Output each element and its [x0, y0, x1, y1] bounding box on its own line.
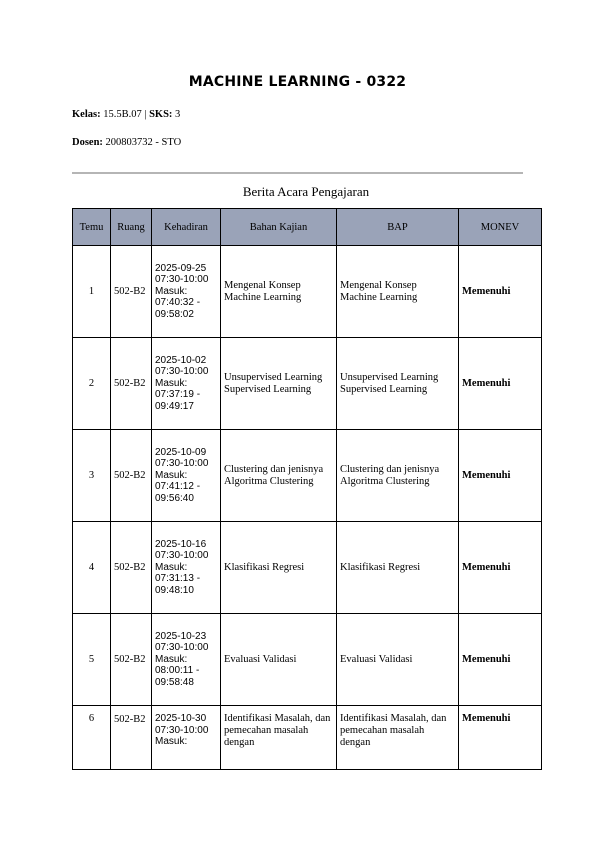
table-row	[73, 706, 542, 770]
dosen-value: 200803732 - STO	[102, 137, 182, 148]
cell-temu: 3	[73, 430, 111, 522]
dosen-label: Dosen:	[72, 137, 103, 148]
kehadiran-masuk-time: 07:37:19 -	[155, 389, 201, 401]
cell-temu: 4	[73, 522, 111, 614]
kehadiran-time: 07:30-10:00	[155, 724, 209, 736]
cell-bap: Mengenal Konsep Machine Learning	[337, 246, 459, 338]
kehadiran-masuk-label: Masuk:	[155, 377, 188, 389]
column-header-ruang: Ruang	[111, 209, 152, 246]
kehadiran-time: 07:30-10:00	[155, 642, 209, 654]
kehadiran-masuk-time: 07:40:32 -	[155, 297, 201, 309]
cell-kehadiran	[152, 614, 221, 706]
kehadiran-time: 07:30-10:00	[155, 274, 209, 286]
kehadiran-date: 2025-09-25	[155, 262, 207, 274]
kehadiran-masuk-time: 08:00:11 -	[155, 665, 200, 677]
cell-kehadiran	[152, 246, 221, 338]
kehadiran-keluar-time: 09:58:02	[155, 308, 194, 320]
section-title: Berita Acara Pengajaran	[242, 184, 370, 199]
cell-temu: 2	[73, 338, 111, 430]
kehadiran-masuk-label: Masuk:	[155, 736, 188, 747]
kehadiran-masuk-time: 07:41:12 -	[155, 481, 201, 493]
cell-bap: Identifikasi Masalah, dan pemecahan masalah dengan	[337, 706, 459, 770]
cell-monev: Memenuhi	[459, 522, 542, 614]
kehadiran-date: 2025-10-23	[155, 630, 207, 642]
cell-monev: Memenuhi	[459, 614, 542, 706]
column-header-kehadiran: Kehadiran	[152, 209, 221, 246]
kehadiran-time: 07:30-10:00	[155, 458, 209, 470]
cell-ruang: 502-B2	[111, 522, 152, 614]
table-header-row	[73, 209, 542, 246]
sks-label: SKS:	[149, 109, 173, 120]
cell-kehadiran	[152, 430, 221, 522]
cell-kehadiran	[152, 522, 221, 614]
kehadiran-keluar-time: 09:56:40	[155, 492, 194, 504]
lecturer-info	[72, 137, 181, 148]
kehadiran-date: 2025-10-02	[155, 354, 207, 366]
kelas-label: Kelas:	[72, 109, 101, 120]
kehadiran-time: 07:30-10:00	[155, 366, 209, 378]
cell-bahan-kajian: Identifikasi Masalah, dan pemecahan masalah dengan	[221, 706, 337, 770]
cell-bap: Evaluasi Validasi	[337, 614, 459, 706]
cell-bahan-kajian: Evaluasi Validasi	[221, 614, 337, 706]
table-row	[73, 338, 542, 430]
kehadiran-masuk-time: 07:31:13 -	[155, 573, 201, 585]
kehadiran-keluar-time: 09:49:17	[155, 400, 194, 412]
cell-monev: Memenuhi	[459, 706, 542, 770]
cell-monev: Memenuhi	[459, 246, 542, 338]
kehadiran-date: 2025-10-16	[155, 538, 207, 550]
table-row	[73, 246, 542, 338]
cell-monev: Memenuhi	[459, 430, 542, 522]
kehadiran-keluar-time: 09:58:48	[155, 676, 194, 688]
table-row	[73, 430, 542, 522]
cell-bap: Klasifikasi Regresi	[337, 522, 459, 614]
kehadiran-masuk-label: Masuk:	[155, 561, 188, 573]
kehadiran-keluar-time: 09:48:10	[155, 584, 194, 596]
page-title: MACHINE LEARNING - 0322	[188, 74, 407, 90]
cell-bahan-kajian: Clustering dan jenisnya Algoritma Clustering	[221, 430, 337, 522]
cell-ruang: 502-B2	[111, 614, 152, 706]
cell-temu: 5	[73, 614, 111, 706]
cell-kehadiran	[152, 338, 221, 430]
column-header-bap: BAP	[337, 209, 459, 246]
cell-ruang: 502-B2	[111, 246, 152, 338]
cell-monev: Memenuhi	[459, 338, 542, 430]
cell-temu: 6	[73, 706, 111, 770]
cell-bahan-kajian: Unsupervised Learning Supervised Learning	[221, 338, 337, 430]
cell-bahan-kajian: Klasifikasi Regresi	[221, 522, 337, 614]
cell-kehadiran	[152, 706, 221, 770]
table-row	[73, 522, 542, 614]
teaching-record-table	[72, 208, 542, 770]
cell-bap: Clustering dan jenisnya Algoritma Clustering	[337, 430, 459, 522]
kehadiran-masuk-label: Masuk:	[155, 653, 188, 665]
column-header-monev: MONEV	[459, 209, 542, 246]
cell-ruang: 502-B2	[111, 706, 152, 770]
kehadiran-date: 2025-10-09	[155, 446, 207, 458]
cell-bahan-kajian: Mengenal Konsep Machine Learning	[221, 246, 337, 338]
cell-temu: 1	[73, 246, 111, 338]
kehadiran-masuk-label: Masuk:	[155, 285, 188, 297]
divider	[72, 172, 523, 174]
cell-ruang: 502-B2	[111, 338, 152, 430]
cell-bap: Unsupervised Learning Supervised Learning	[337, 338, 459, 430]
kehadiran-time: 07:30-10:00	[155, 550, 209, 562]
kelas-value: 15.5B.07 |	[100, 109, 150, 120]
column-header-bahan-kajian: Bahan Kajian	[221, 209, 337, 246]
cell-ruang: 502-B2	[111, 430, 152, 522]
kehadiran-masuk-label: Masuk:	[155, 469, 188, 481]
kehadiran-date: 2025-10-30	[155, 713, 207, 724]
table-row	[73, 614, 542, 706]
column-header-temu: Temu	[73, 209, 111, 246]
class-info	[72, 109, 180, 120]
sks-value: 3	[172, 109, 181, 120]
